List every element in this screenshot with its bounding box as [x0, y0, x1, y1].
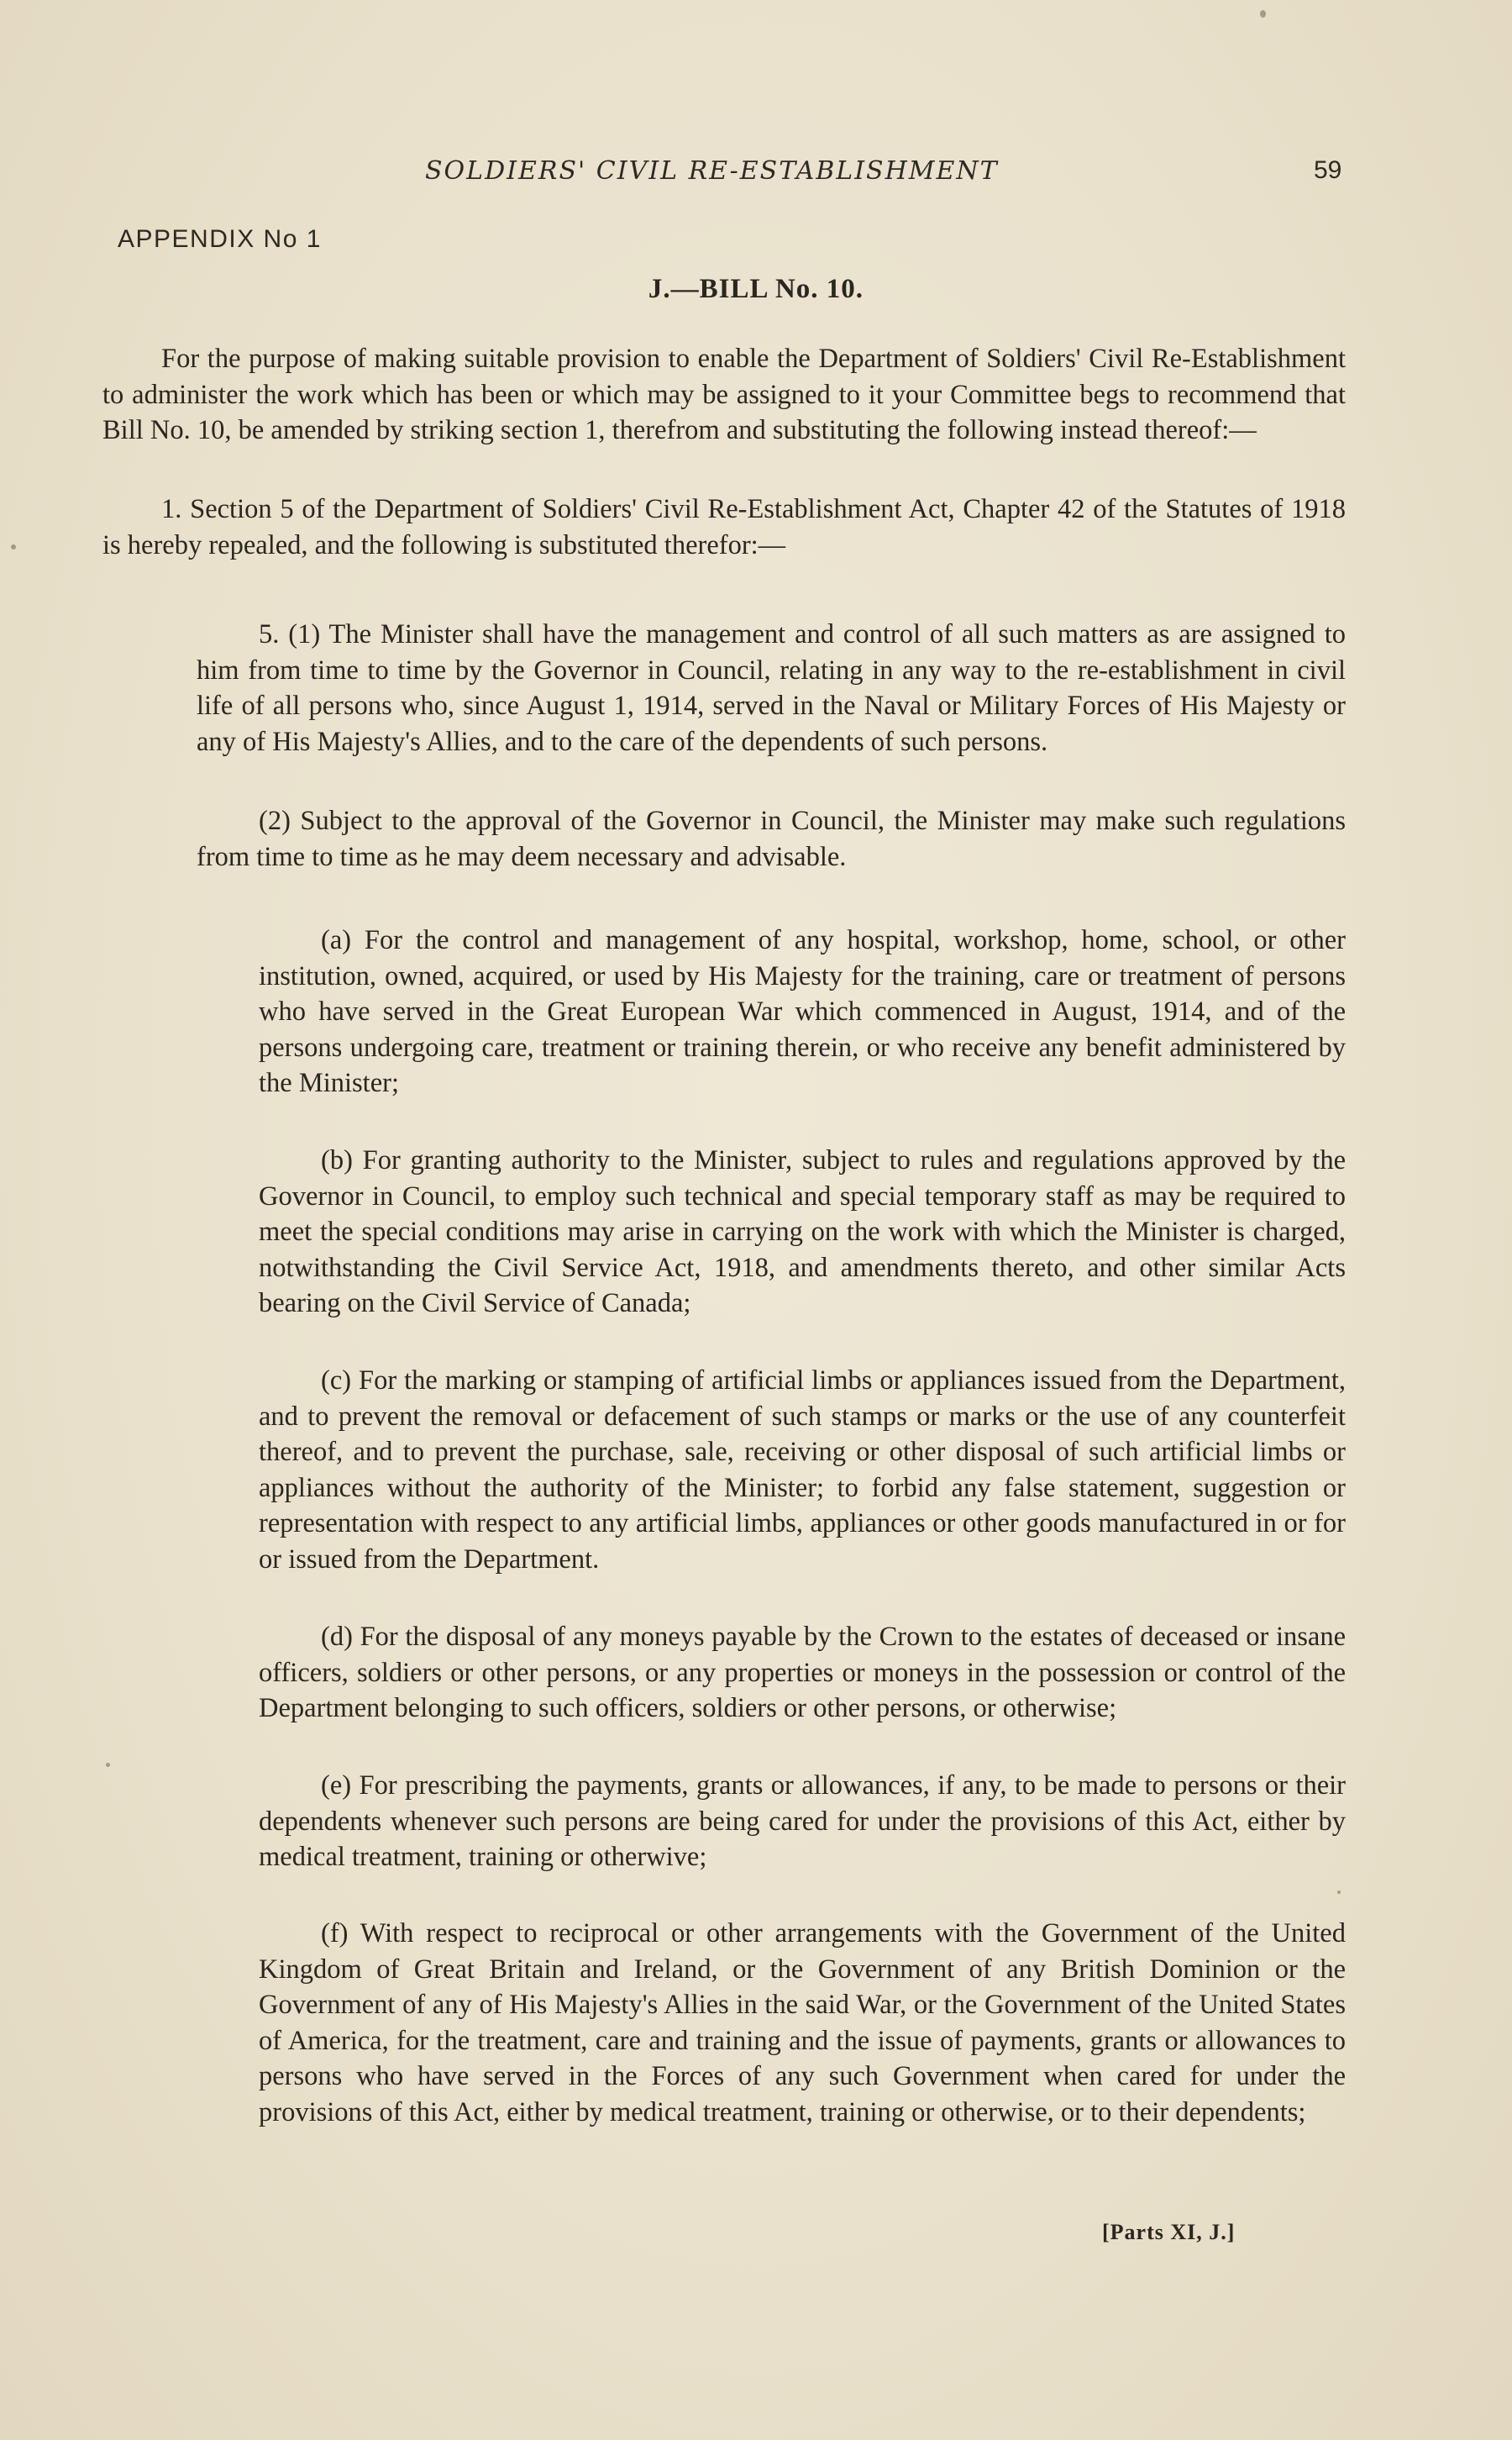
- running-title: SOLDIERS' CIVIL RE-ESTABLISHMENT: [425, 156, 999, 186]
- section-1-paragraph: [102, 492, 1346, 563]
- paper-speck: [106, 1763, 110, 1767]
- clause-d-text: (d) For the disposal of any moneys payable by the Crown to the estates of deceased or insane officers, soldiers or other persons, or any properties or moneys in the possession or control of the Department belonging to such officers, soldiers or other persons, or otherwise;: [259, 1622, 1346, 1723]
- intro-text: For the purpose of making suitable provision to enable the Department of Soldiers' Civil Re-Establishment to administer the work which has been or which may be assigned to it your Committee begs to recommend that Bill No. 10, be amended by striking section 1, therefrom and substituting the following instead thereof:—: [102, 344, 1346, 445]
- clause-a: [259, 923, 1346, 1102]
- clause-b-text: (b) For granting authority to the Minister, subject to rules and regulations approved by the Governor in Council, to employ such technical and special temporary staff as may be required to meet the special conditions may arise in carrying on the work with which the Minister is charged, notwithstanding the Civil Service Act, 1918, and amendments thereto, and other similar Acts bearing on the Civil Service of Canada;: [259, 1145, 1346, 1318]
- clause-f-text: (f) With respect to reciprocal or other arrangements with the Government of the United Kingdom of Great Britain and Ireland, or the Government of any British Dominion or the Government of any of His Majesty's Allies in the said War, or the Government of the United States of America, for the treatment, care and training and the issue of payments, grants or allowances to persons who have served in the Forces of any such Government when cared for under the provisions of this Act, either by medical treatment, training or otherwise, or to their dependents;: [259, 1918, 1346, 2127]
- clause-d: [259, 1619, 1346, 1727]
- clause-a-text: (a) For the control and management of any hospital, workshop, home, school, or other institution, owned, acquired, or used by His Majesty for the training, care or treatment of persons who have served in the Great European War which commenced in August, 1914, and of the persons undergoing care, treatment or training therein, or who receive any benefit administered by the Minister;: [259, 925, 1346, 1098]
- clause-c: [259, 1363, 1346, 1577]
- page-number: 59: [1314, 156, 1342, 184]
- subsection-2-text: (2) Subject to the approval of the Governor in Council, the Minister may make such regulations from time to time as he may deem necessary and advisable.: [197, 806, 1346, 872]
- clause-c-text: (c) For the marking or stamping of artificial limbs or appliances issued from the Department, and to prevent the removal or defacement of such stamps or marks or the use of any counterfeit thereof, and to prevent the purchase, sale, receiving or other disposal of such artificial limbs or appliances without the authority of the Minister; to forbid any false statement, suggestion or representation with respect to any artificial limbs, appliances or other goods manufactured in or for or issued from the Department.: [259, 1365, 1346, 1575]
- running-head: [0, 156, 1512, 190]
- subsection-2-paragraph: [197, 803, 1346, 875]
- subsection-1-paragraph: [197, 617, 1346, 760]
- paper-speck: [1337, 1890, 1341, 1894]
- clause-b: [259, 1143, 1346, 1322]
- appendix-label: APPENDIX No 1: [118, 225, 322, 253]
- subsection-1-text: 5. (1) The Minister shall have the management and control of all such matters as are assigned to him from time to time by the Governor in Council, relating in any way to the re-establishment in civil life of all persons who, since August 1, 1914, served in the Naval or Military Forces of His Majesty or any of His Majesty's Allies, and to the care of the dependents of such persons.: [197, 619, 1346, 757]
- section-1-text: 1. Section 5 of the Department of Soldiers' Civil Re-Establishment Act, Chapter 42 of the Statutes of 1918 is hereby repealed, and the following is substituted therefor:—: [102, 494, 1346, 560]
- clause-e: [259, 1768, 1346, 1875]
- clause-f: [259, 1916, 1346, 2130]
- intro-paragraph: [102, 341, 1346, 449]
- clause-e-text: (e) For prescribing the payments, grants or allowances, if any, to be made to persons or their dependents whenever such persons are being cared for under the provisions of this Act, either by medical treatment, training or otherwive;: [259, 1770, 1346, 1872]
- paper-speck: [1260, 10, 1266, 18]
- footer-reference: [Parts XI, J.]: [1102, 2220, 1236, 2244]
- bill-heading: J.—BILL No. 10.: [648, 274, 864, 304]
- paper-speck: [11, 544, 16, 550]
